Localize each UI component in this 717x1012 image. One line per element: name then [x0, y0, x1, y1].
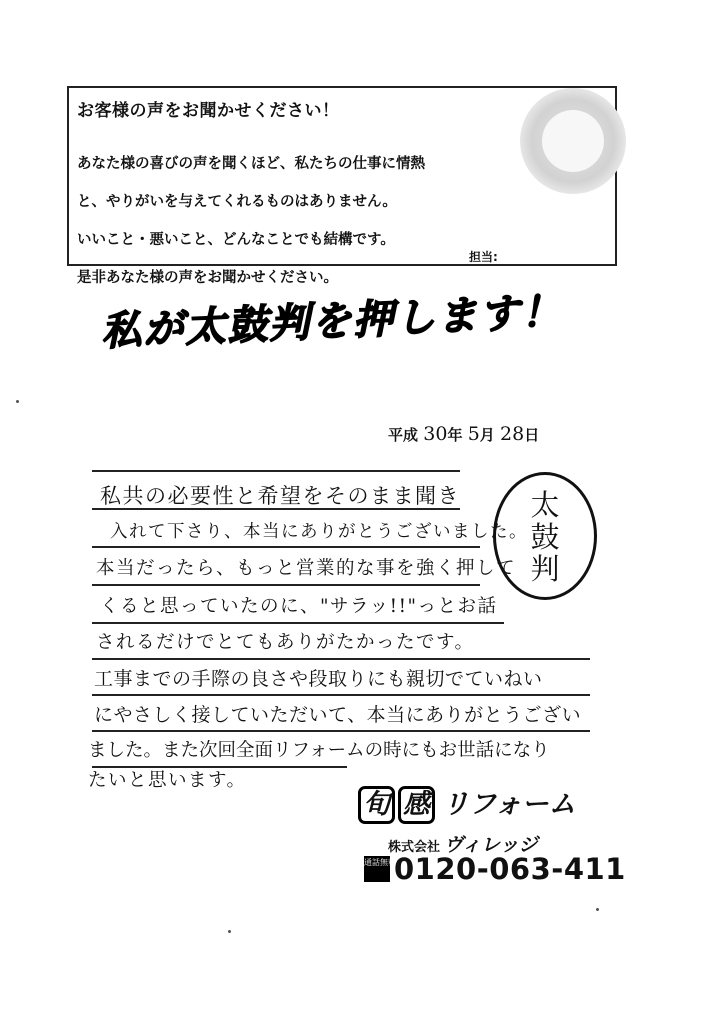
handwritten-line: にやさしく接していただいて、本当にありがとうござい	[94, 704, 582, 726]
company-brand: ヴィレッジ	[444, 834, 538, 856]
form-body-line: いいこと・悪いこと、どんなことでも結構です。	[77, 232, 395, 248]
date-year-unit: 年	[447, 426, 463, 444]
phone-line	[364, 852, 626, 886]
ruled-line	[92, 658, 590, 660]
ruled-line	[92, 546, 480, 548]
logo-kana: リフォーム	[442, 789, 576, 820]
date-day: 28	[500, 423, 525, 445]
date-day-unit: 日	[524, 426, 540, 444]
date-year: 30	[423, 423, 448, 445]
ruled-line	[92, 694, 590, 696]
logo-box-char: 旬	[358, 786, 395, 824]
staff-label: 担当:	[469, 250, 498, 264]
date-line	[388, 423, 539, 445]
scan-speck	[16, 400, 19, 403]
slogan-title: 私が太鼓判を押します！	[100, 288, 564, 355]
handwritten-line: くると思っていたのに、"サラッ!!"っとお話	[100, 596, 498, 617]
toll-free-badge: 通話無料	[364, 856, 390, 882]
handwritten-line: 本当だったら、もっと営業的な事を強く押して	[96, 558, 517, 579]
date-era: 平成	[388, 426, 419, 444]
date-month-unit: 月	[479, 426, 495, 444]
phone-number: 0120-063-411	[394, 852, 626, 886]
taikoban-seal	[493, 472, 597, 600]
handwritten-line: 入れて下さり、本当にありがとうございました。	[110, 522, 528, 542]
seal-char: 鼓	[530, 520, 560, 554]
ruled-line	[92, 584, 480, 586]
handwritten-line: たいと思います。	[88, 770, 247, 791]
seal-char: 判	[530, 552, 560, 586]
company-logo	[358, 782, 576, 824]
handwritten-line: 私共の必要性と希望をそのまま聞き	[100, 484, 460, 508]
ruled-line	[92, 470, 460, 472]
ruled-line	[92, 730, 590, 732]
form-heading: お客様の声をお聞かせください！	[77, 101, 340, 121]
seal-char: 太	[530, 488, 560, 522]
company-prefix: 株式会社	[388, 840, 441, 855]
logo-box-char: 感	[398, 786, 435, 824]
form-body-line: 是非あなた様の声をお聞かせください。	[77, 270, 338, 286]
date-month: 5	[467, 423, 480, 445]
faded-stamp-graphic	[520, 88, 626, 194]
form-body-line: と、やりがいを与えてくれるものはありません。	[77, 194, 397, 210]
handwritten-line: されるだけでとてもありがたかったです。	[96, 632, 475, 653]
scan-speck	[228, 930, 231, 933]
ruled-line	[92, 622, 504, 624]
handwritten-line: 工事までの手際の良さや段取りにも親切でていねい	[94, 668, 543, 690]
handwritten-line: ました。また次回全面リフォームの時にもお世話になり	[88, 740, 550, 761]
scan-speck	[596, 908, 599, 911]
form-body-line: あなた様の喜びの声を聞くほど、私たちの仕事に情熱	[77, 156, 425, 172]
form-body	[77, 136, 527, 307]
